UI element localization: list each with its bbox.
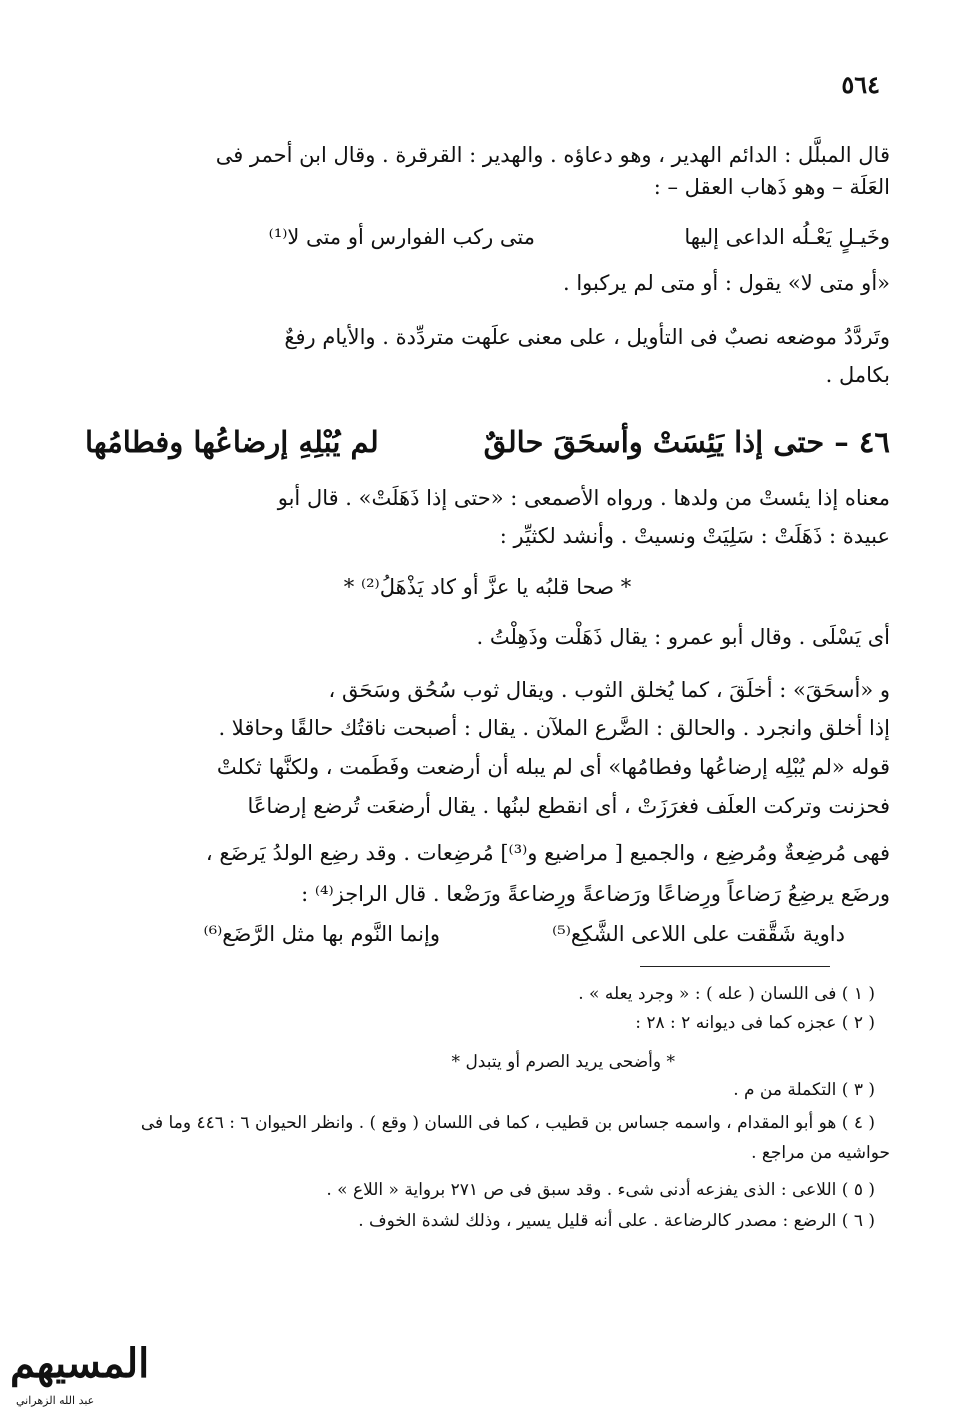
text-line: عبيدة : ذَهَلَتْ : سَلِيَتْ ونسيتْ . وأنشد لكثيِّر :: [499, 524, 890, 548]
text-line: إذا أخلق وانجرد . والحالق : الضَّرع الملآن . يقال : أصبحت ناقتُك حالقًا وحاقلا .: [218, 716, 890, 740]
heading-hemistich-right: ٤٦ – حتى إذا يَئِسَتْ وأسحَقَ حالقٌ: [483, 425, 890, 459]
footnote: ( ٥ ) اللاعى : الذى يفزعه أدنى شىء . وقد سبق فى ص ٢٧١ برواية « اللاع » .: [326, 1180, 875, 1200]
text-line: أى يَسْلَى . وقال أبو عمرو : يقال ذَهَلْت وذَهِلْتُ .: [476, 625, 890, 649]
page-number: ٥٦٤: [841, 70, 880, 99]
stamp-main-text: المسيهم: [10, 1340, 150, 1387]
text-line: قال المبلَّل : الدائم الهدير ، وهو دعاؤه . والهدير : القرقرة . وقال ابن أحمر فى: [215, 143, 890, 167]
heading-hemistich-left: لم يُبْلِهِ إرضاعُها وفطامُها: [85, 425, 379, 459]
footnote: ( ٦ ) الرضع : مصدر كالرضاعة . على أنه قليل يسير ، وذلك لشدة الخوف .: [358, 1211, 875, 1231]
stamp-sub-text: عبد الله الزهراني: [16, 1394, 95, 1407]
text-line: بكامل .: [825, 363, 890, 387]
quoted-verse: * صحا قلبُه يا عزَّ أو كاد يَذْهَلُ⁽²⁾ *: [343, 575, 632, 599]
uploader-stamp: [10, 1330, 150, 1420]
text-line: و «أسحَقَ» : أخلَقَ ، كما يُخلق الثوب . ويقال ثوب سُحُق وسَحَق ،: [328, 678, 890, 702]
footnote: ( ٢ ) عجزه كما فى ديوانه ٢ : ٢٨ :: [635, 1013, 875, 1033]
text-line: «أو متى لا» يقول : أو متى لم يركبوا .: [562, 271, 890, 295]
verse-hemistich-left: متى ركب الفوارس أو متى لا⁽¹⁾: [268, 225, 535, 249]
text-line: فحزنت وتركت العلَف فغرَزَتْ ، أى انقطع لبنُها . يقال أرضعَت تُرضع إرضاعًا: [247, 794, 890, 818]
text-line: فهى مُرضِعةٌ ومُرضِع ، والجميع [ مراضيع و⁽³⁾] مُرضِعات . وقد رضِع الولدُ يَرضَع ،: [205, 841, 890, 865]
footnote-divider: [640, 966, 830, 967]
text-line: ورضَع يرضِعُ رَضاعاً ورِضاعًا ورَضاعةً ورِضاعةً ورَضْعا . قال الراجز⁽⁴⁾ :: [301, 882, 890, 906]
verse-hemistich-right: وخَيـلٍ يَعْـلُه الداعى إليها: [684, 225, 890, 249]
text-line: معناه إذا يئستْ من ولدها . ورواه الأصمعى : «حتى إذا ذَهَلَتْ» . قال أبو: [277, 486, 890, 510]
verse-hemistich-left: وإنما النَّوم بها مثل الرَّضَع⁽⁶⁾: [203, 922, 440, 946]
verse-hemistich-right: داوية شَقَّقت على اللاعى الشَّكِع⁽⁵⁾: [552, 922, 845, 946]
text-line: قوله «لم يُبْلِه إرضاعُها وفطامُها» أى لم يبله أن أرضعت وفَطَمت ، ولكنَّها ثكلتْ: [216, 755, 890, 779]
footnote: ( ١ ) فى اللسان ( عله ) : « وجرد يعله » .: [578, 984, 875, 1004]
text-line: وتَردَّدُ موضعه نصبٌ فى التأويل ، على معنى علَهت متردِّدة . والأيام رفعٌ: [284, 325, 890, 349]
text-line: العَلَة – وهو ذَهاب العقل – :: [653, 175, 890, 199]
footnote-continuation: حواشيه من مراجع .: [751, 1143, 890, 1163]
footnote: ( ٤ ) هو أبو المقدام ، واسمه جساس بن قطيب ، كما فى اللسان ( وقع ) . وانظر الحيوان ٦ : ٤٤٦ وما فى: [140, 1113, 875, 1133]
footnote: ( ٣ ) التكملة من م .: [733, 1080, 875, 1100]
footnote-verse: * وأضحى يريد الصرم أو يتبدل *: [451, 1052, 675, 1072]
